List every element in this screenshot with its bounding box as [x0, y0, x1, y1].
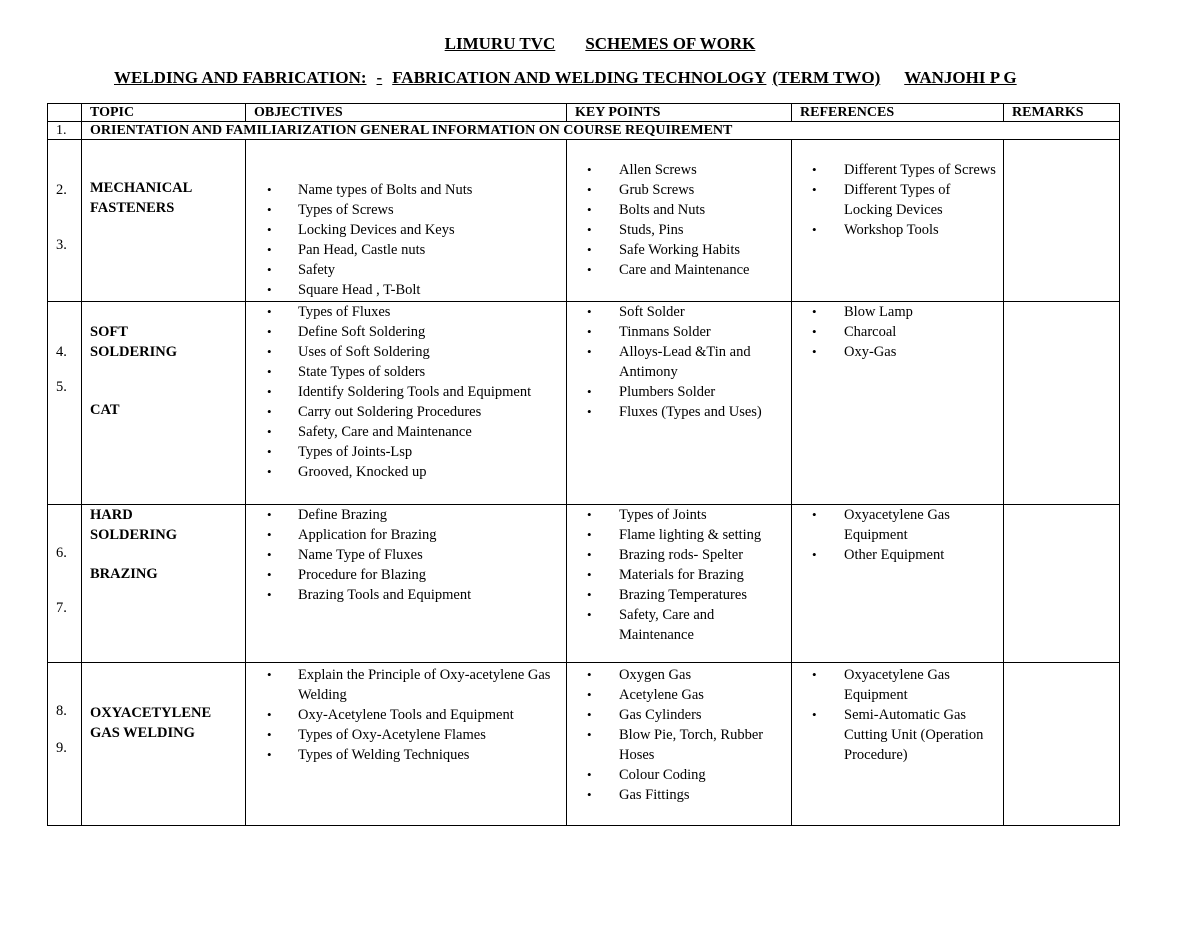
- list-item: • Studs, Pins: [609, 220, 787, 240]
- key-points-cell: [567, 302, 792, 505]
- objectives-cell-list: [250, 180, 562, 300]
- orientation-text: ORIENTATION AND FAMILIARIZATION GENERAL INFORMATION ON COURSE REQUIREMENT: [82, 122, 1120, 140]
- references-cell: [792, 505, 1004, 663]
- list-item: • Other Equipment: [834, 545, 999, 565]
- list-item: • Oxygen Gas: [609, 665, 787, 685]
- list-item: • Blow Lamp: [834, 302, 999, 322]
- table-row: [48, 302, 1120, 505]
- list-item: • Explain the Principle of Oxy-acetylene Gas Welding: [288, 665, 562, 705]
- author-name: WANJOHI P G: [904, 68, 1017, 87]
- list-item: • Acetylene Gas: [609, 685, 787, 705]
- objectives-cell: [246, 663, 567, 826]
- references-cell-list: [796, 665, 999, 765]
- objectives-cell-list: [250, 302, 562, 482]
- list-item: • Materials for Brazing: [609, 565, 787, 585]
- topic-cell: [82, 505, 246, 663]
- list-item: • Oxyacetylene Gas Equipment: [834, 665, 999, 705]
- list-item: • Brazing Tools and Equipment: [288, 585, 562, 605]
- subtitle-dash: -: [376, 68, 383, 87]
- list-item: • Gas Cylinders: [609, 705, 787, 725]
- references-cell: [792, 663, 1004, 826]
- key-points-cell-list: [571, 160, 787, 280]
- list-item: • Pan Head, Castle nuts: [288, 240, 562, 260]
- key-points-cell-list: [571, 505, 787, 645]
- row-number: 1.: [48, 122, 82, 140]
- list-item: • Grub Screws: [609, 180, 787, 200]
- list-item: • Workshop Tools: [834, 220, 999, 240]
- term-label: (TERM TWO): [772, 68, 881, 87]
- list-item: • Procedure for Blazing: [288, 565, 562, 585]
- list-item: • Types of Joints: [609, 505, 787, 525]
- list-item: • Safety: [288, 260, 562, 280]
- objectives-cell: [246, 505, 567, 663]
- document-type: SCHEMES OF WORK: [585, 34, 756, 53]
- topic-line: HARD: [90, 507, 133, 523]
- list-item: • Name types of Bolts and Nuts: [288, 180, 562, 200]
- remarks-cell: [1004, 505, 1120, 663]
- list-item: • Brazing rods- Spelter: [609, 545, 787, 565]
- list-item: • Plumbers Solder: [609, 382, 787, 402]
- table-header-row: [48, 104, 1120, 122]
- topic-cell: [82, 140, 246, 302]
- objectives-cell: [246, 302, 567, 505]
- topic-line: OXYACETYLENE: [90, 705, 212, 721]
- list-item: • Square Head , T-Bolt: [288, 280, 562, 300]
- objectives-cell-list: [250, 505, 562, 605]
- table-row: [48, 505, 1120, 663]
- remarks-cell: [1004, 302, 1120, 505]
- header-key-points: KEY POINTS: [567, 104, 792, 122]
- list-item: • Gas Fittings: [609, 785, 787, 805]
- list-item: • Care and Maintenance: [609, 260, 787, 280]
- list-item: • Oxy-Gas: [834, 342, 999, 362]
- list-item: • Define Brazing: [288, 505, 562, 525]
- row-number: 4.: [56, 344, 67, 360]
- list-item: • Identify Soldering Tools and Equipment: [288, 382, 562, 402]
- topic-line: CAT: [90, 402, 120, 418]
- list-item: • Flame lighting & setting: [609, 525, 787, 545]
- list-item: • Allen Screws: [609, 160, 787, 180]
- list-item: • Application for Brazing: [288, 525, 562, 545]
- table-row: [48, 140, 1120, 302]
- topic-line: FASTENERS: [90, 200, 175, 216]
- header-references: REFERENCES: [792, 104, 1004, 122]
- key-points-cell-list: [571, 665, 787, 805]
- header-objectives: OBJECTIVES: [246, 104, 567, 122]
- list-item: • Semi-Automatic Gas Cutting Unit (Operation Procedure): [834, 705, 999, 765]
- objectives-cell: [246, 140, 567, 302]
- row-number: 5.: [56, 379, 67, 395]
- topic-line: SOLDERING: [90, 527, 178, 543]
- subject-prefix: WELDING AND FABRICATION:: [114, 68, 367, 87]
- list-item: • Types of Joints-Lsp: [288, 442, 562, 462]
- list-item: • Brazing Temperatures: [609, 585, 787, 605]
- objectives-cell-list: [250, 665, 562, 765]
- list-item: • Locking Devices and Keys: [288, 220, 562, 240]
- list-item: • State Types of solders: [288, 362, 562, 382]
- header-topic: TOPIC: [82, 104, 246, 122]
- key-points-cell-list: [571, 302, 787, 422]
- list-item: • Colour Coding: [609, 765, 787, 785]
- list-item: • Safety, Care and Maintenance: [609, 605, 787, 645]
- list-item: • Different Types of Screws: [834, 160, 999, 180]
- list-item: • Types of Fluxes: [288, 302, 562, 322]
- topic-line: SOFT: [90, 324, 128, 340]
- row-number: 7.: [56, 600, 67, 616]
- list-item: • Fluxes (Types and Uses): [609, 402, 787, 422]
- row-number: 3.: [56, 237, 67, 253]
- row-number: 2.: [56, 182, 67, 198]
- list-item: • Name Type of Fluxes: [288, 545, 562, 565]
- row-number: 9.: [56, 740, 67, 756]
- list-item: • Soft Solder: [609, 302, 787, 322]
- row-number-cell: [48, 505, 82, 663]
- list-item: • Oxy-Acetylene Tools and Equipment: [288, 705, 562, 725]
- list-item: • Charcoal: [834, 322, 999, 342]
- row-number-cell: [48, 140, 82, 302]
- orientation-row: [48, 122, 1120, 140]
- header-number: [48, 104, 82, 122]
- key-points-cell: [567, 505, 792, 663]
- row-number: 8.: [56, 703, 67, 719]
- document-title: [0, 34, 1200, 54]
- document-subtitle: [114, 68, 1094, 88]
- list-item: • Different Types of Locking Devices: [834, 180, 999, 220]
- topic-line: SOLDERING: [90, 344, 178, 360]
- schemes-of-work-table: [47, 103, 1120, 826]
- remarks-cell: [1004, 140, 1120, 302]
- table-row: [48, 663, 1120, 826]
- list-item: • Safe Working Habits: [609, 240, 787, 260]
- topic-cell: [82, 663, 246, 826]
- list-item: • Types of Screws: [288, 200, 562, 220]
- key-points-cell: [567, 140, 792, 302]
- course-name: FABRICATION AND WELDING TECHNOLOGY: [392, 68, 767, 87]
- topic-line: BRAZING: [90, 566, 158, 582]
- header-remarks: REMARKS: [1004, 104, 1120, 122]
- list-item: • Tinmans Solder: [609, 322, 787, 342]
- references-cell-list: [796, 302, 999, 362]
- topic-line: MECHANICAL: [90, 180, 193, 196]
- list-item: • Alloys-Lead &Tin and Antimony: [609, 342, 787, 382]
- references-cell: [792, 140, 1004, 302]
- row-number-cell: [48, 663, 82, 826]
- remarks-cell: [1004, 663, 1120, 826]
- list-item: • Carry out Soldering Procedures: [288, 402, 562, 422]
- list-item: • Bolts and Nuts: [609, 200, 787, 220]
- topic-cell: [82, 302, 246, 505]
- list-item: • Safety, Care and Maintenance: [288, 422, 562, 442]
- row-number-cell: [48, 302, 82, 505]
- row-number: 6.: [56, 545, 67, 561]
- list-item: • Blow Pie, Torch, Rubber Hoses: [609, 725, 787, 765]
- list-item: • Oxyacetylene Gas Equipment: [834, 505, 999, 545]
- list-item: • Define Soft Soldering: [288, 322, 562, 342]
- references-cell: [792, 302, 1004, 505]
- list-item: • Grooved, Knocked up: [288, 462, 562, 482]
- key-points-cell: [567, 663, 792, 826]
- list-item: • Uses of Soft Soldering: [288, 342, 562, 362]
- references-cell-list: [796, 160, 999, 240]
- topic-line: GAS WELDING: [90, 725, 195, 741]
- institution-name: LIMURU TVC: [444, 34, 556, 53]
- list-item: • Types of Oxy-Acetylene Flames: [288, 725, 562, 745]
- list-item: • Types of Welding Techniques: [288, 745, 562, 765]
- references-cell-list: [796, 505, 999, 565]
